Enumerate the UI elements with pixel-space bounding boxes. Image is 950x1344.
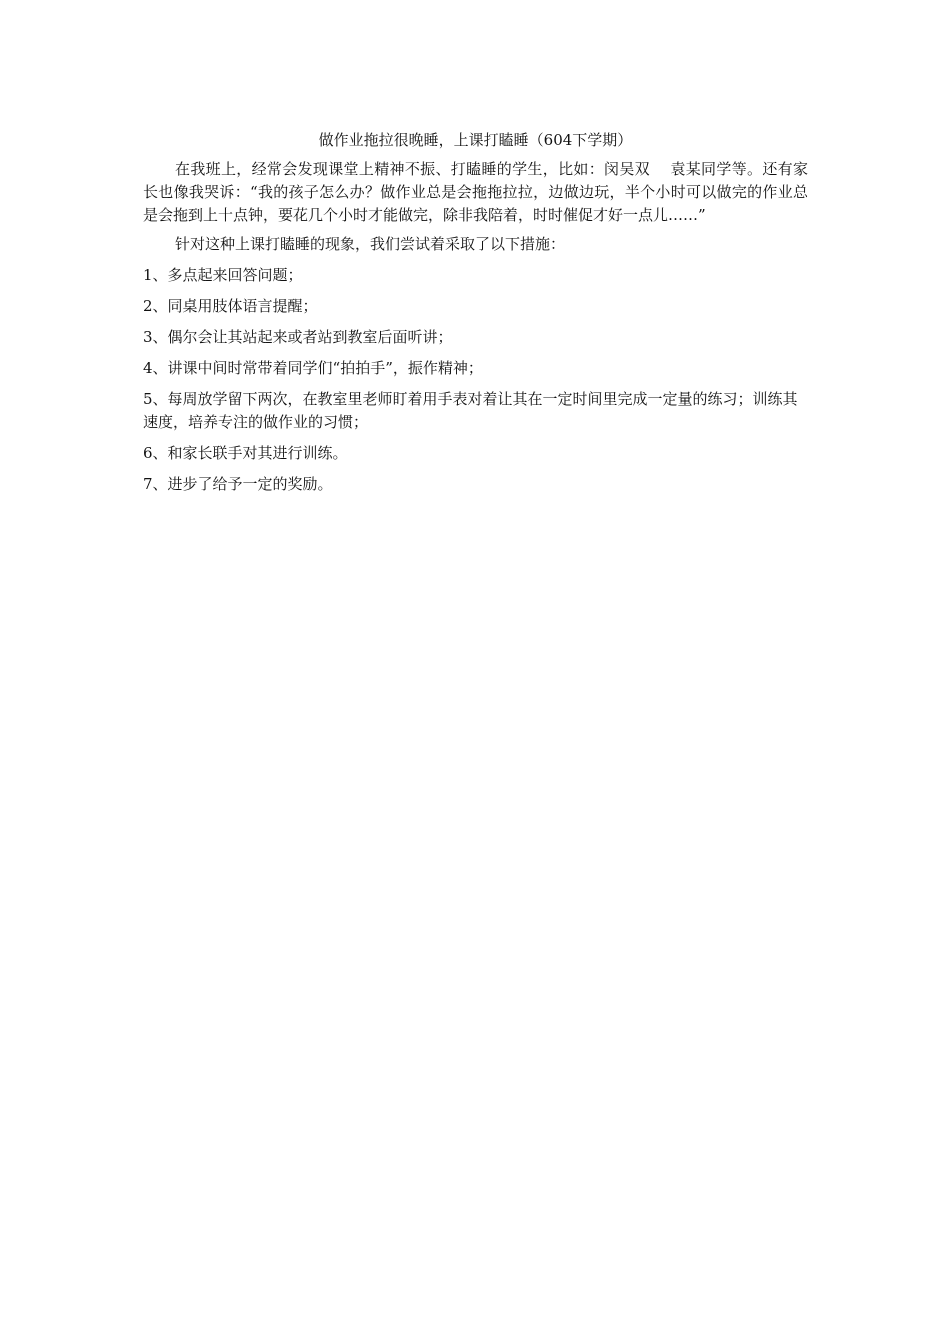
document-body — [143, 129, 808, 504]
measures-list — [143, 264, 808, 496]
measure-item: 4、讲课中间时常带着同学们“拍拍手”，振作精神； — [143, 359, 483, 377]
measures-intro: 针对这种上课打瞌睡的现象，我们尝试着采取了以下措施： — [175, 235, 566, 253]
measure-item: 1、多点起来回答问题； — [143, 266, 303, 284]
measure-item: 2、同桌用肢体语言提醒； — [143, 297, 318, 315]
measure-item: 3、偶尔会让其站起来或者站到教室后面听讲； — [143, 328, 453, 346]
measure-item: 7、进步了给予一定的奖励。 — [143, 475, 333, 493]
measure-item: 6、和家长联手对其进行训练。 — [143, 444, 348, 462]
measure-item: 5、每周放学留下两次，在教室里老师盯着用手表对着让其在一定时间里完成一定量的练习；训练其速度，培养专注的做作业的习惯； — [143, 390, 798, 431]
intro-paragraph: 在我班上，经常会发现课堂上精神不振、打瞌睡的学生，比如：闵吴双 袁某同学等。还有家长也像我哭诉：“我的孩子怎么办？做作业总是会拖拖拉拉，边做边玩，半个小时可以做完的作业总是会拖到上十点钟，要花几个小时才能做完，除非我陪着，时时催促才好一点儿……” — [143, 160, 808, 224]
document-title: 做作业拖拉很晚睡，上课打瞌睡（604下学期） — [318, 131, 633, 149]
